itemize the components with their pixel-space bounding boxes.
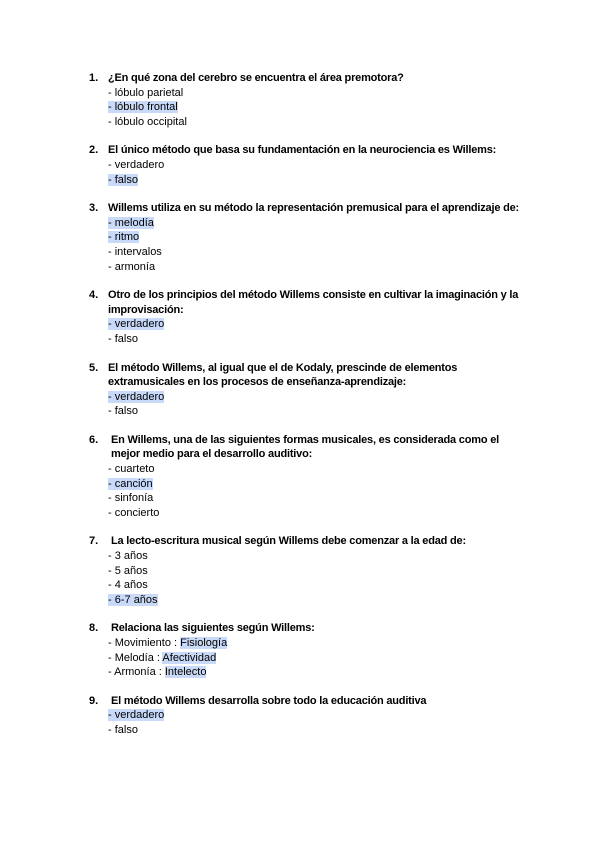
question-number: 4. <box>89 289 99 302</box>
question-number: 6. <box>89 433 99 446</box>
match-pair <box>108 665 600 680</box>
question-text: El único método que basa su fundamentación en la neurociencia es Willems: <box>108 144 497 157</box>
answer-text <box>108 246 162 258</box>
question-text: El método Willems, al igual que el de Kodaly, prescinde de elementos extramusicales en los procesos de enseñanza-aprendizaje: <box>108 361 458 389</box>
bullet-dash: - <box>108 231 115 244</box>
highlighted-answer <box>108 391 164 403</box>
bullet-dash: - <box>108 390 115 403</box>
answer-text <box>108 724 138 736</box>
highlighted-answer <box>108 217 154 229</box>
match-right: Afectividad <box>162 651 217 664</box>
question-text: En Willems, una de las siguientes formas musicales, es considerada como el mejor medio para el desarrollo auditivo: <box>111 433 499 461</box>
question-number: 8. <box>89 622 99 635</box>
option-label: verdadero <box>114 709 165 722</box>
answer-text <box>108 507 159 519</box>
bullet-dash: - <box>108 405 115 418</box>
option-label: falso <box>114 173 138 186</box>
highlighted-answer <box>108 101 178 113</box>
bullet-dash: - <box>108 158 115 171</box>
option-label: verdadero <box>114 158 165 171</box>
question-3 <box>0 201 600 274</box>
question-8 <box>0 621 600 679</box>
answer-option <box>108 506 600 521</box>
highlighted-answer <box>108 318 164 330</box>
question-number: 3. <box>89 202 99 215</box>
answer-text <box>108 492 153 504</box>
option-label: 6-7 años <box>114 593 158 606</box>
answer-text <box>108 333 138 345</box>
question-number: 7. <box>89 535 99 548</box>
bullet-dash: - <box>108 550 115 563</box>
answer-text <box>108 159 164 171</box>
question-2 <box>0 143 600 187</box>
answer-option <box>108 115 600 130</box>
option-label: 5 años <box>114 564 148 577</box>
question-list <box>0 71 600 752</box>
match-right: Fisiología <box>180 637 228 649</box>
bullet-dash: - <box>108 593 115 606</box>
option-label: canción <box>114 477 153 490</box>
option-label: intervalos <box>114 245 162 258</box>
bullet-dash: - <box>108 173 115 186</box>
answer-option <box>108 593 600 608</box>
answer-text <box>108 550 148 562</box>
answer-option <box>108 549 600 564</box>
answer-option <box>108 317 600 332</box>
question-number: 1. <box>89 72 99 84</box>
option-label: falso <box>114 723 138 736</box>
answer-text <box>108 87 183 99</box>
question-text: La lecto-escritura musical según Willems debe comenzar a la edad de: <box>111 535 466 548</box>
option-label: verdadero <box>114 390 165 403</box>
option-label: verdadero <box>114 318 165 331</box>
option-label: falso <box>114 405 138 418</box>
bullet-dash: - <box>108 477 115 490</box>
answer-option <box>108 723 600 738</box>
option-label: 4 años <box>114 579 148 592</box>
answer-option <box>108 404 600 419</box>
highlighted-answer <box>108 709 164 721</box>
answer-option <box>108 390 600 405</box>
match-left: - Movimiento : <box>108 637 181 649</box>
match-pair <box>108 636 600 651</box>
answer-option <box>108 86 600 101</box>
question-5 <box>0 361 600 419</box>
question-number: 2. <box>89 144 99 157</box>
bullet-dash: - <box>108 101 115 114</box>
bullet-dash: - <box>108 492 115 505</box>
option-label: melodía <box>114 216 154 229</box>
bullet-dash: - <box>108 86 115 99</box>
question-6 <box>0 433 600 521</box>
answer-option <box>108 158 600 173</box>
bullet-dash: - <box>108 723 115 736</box>
answer-text <box>108 463 154 475</box>
answer-option <box>108 100 600 115</box>
answer-text <box>108 579 148 591</box>
highlighted-answer <box>108 594 158 606</box>
answer-text <box>108 405 138 417</box>
answer-option <box>108 462 600 477</box>
answer-option <box>108 491 600 506</box>
question-1 <box>0 71 600 129</box>
option-label: armonía <box>114 260 156 273</box>
option-label: concierto <box>114 506 160 519</box>
bullet-dash: - <box>108 506 115 519</box>
bullet-dash: - <box>108 463 115 476</box>
answer-option <box>108 173 600 188</box>
question-4 <box>0 288 600 346</box>
option-label: sinfonía <box>114 492 154 505</box>
answer-option <box>108 332 600 347</box>
question-7 <box>0 534 600 607</box>
highlighted-answer <box>108 231 139 243</box>
highlighted-answer <box>108 174 138 186</box>
option-label: ritmo <box>114 231 140 244</box>
answer-option <box>108 564 600 579</box>
question-number: 5. <box>89 361 99 374</box>
answer-option <box>108 230 600 245</box>
bullet-dash: - <box>108 579 115 592</box>
option-label: cuarteto <box>114 463 155 476</box>
answer-option <box>108 216 600 231</box>
answer-text <box>108 261 155 273</box>
answer-option <box>108 477 600 492</box>
bullet-dash: - <box>108 245 115 258</box>
question-9 <box>0 694 600 738</box>
match-left: - Armonía : <box>108 666 165 679</box>
answer-option <box>108 578 600 593</box>
question-text: ¿En qué zona del cerebro se encuentra el área premotora? <box>108 72 404 84</box>
bullet-dash: - <box>108 260 115 273</box>
answer-option <box>108 245 600 260</box>
option-label: 3 años <box>114 550 148 563</box>
bullet-dash: - <box>108 216 115 229</box>
question-text: Relaciona las siguientes según Willems: <box>111 622 315 635</box>
match-right: Intelecto <box>164 666 207 679</box>
option-label: lóbulo occipital <box>114 115 187 128</box>
match-pair <box>108 651 600 666</box>
highlighted-answer <box>108 478 153 490</box>
bullet-dash: - <box>108 709 115 722</box>
answer-text <box>108 116 187 128</box>
option-label: lóbulo parietal <box>114 86 184 99</box>
bullet-dash: - <box>108 564 115 577</box>
bullet-dash: - <box>108 318 115 331</box>
question-text: El método Willems desarrolla sobre todo la educación auditiva <box>111 694 427 707</box>
option-label: lóbulo frontal <box>114 101 178 114</box>
answer-option <box>108 260 600 275</box>
question-text: Otro de los principios del método Willems consiste en cultivar la imaginación y la improvisación: <box>108 289 519 316</box>
question-text: Willems utiliza en su método la representación premusical para el aprendizaje de: <box>108 202 520 215</box>
bullet-dash: - <box>108 332 115 345</box>
bullet-dash: - <box>108 115 115 128</box>
answer-text <box>108 565 148 577</box>
option-label: falso <box>114 332 138 345</box>
question-number: 9. <box>89 694 99 707</box>
match-left: - Melodía : <box>108 651 163 664</box>
answer-option <box>108 708 600 723</box>
